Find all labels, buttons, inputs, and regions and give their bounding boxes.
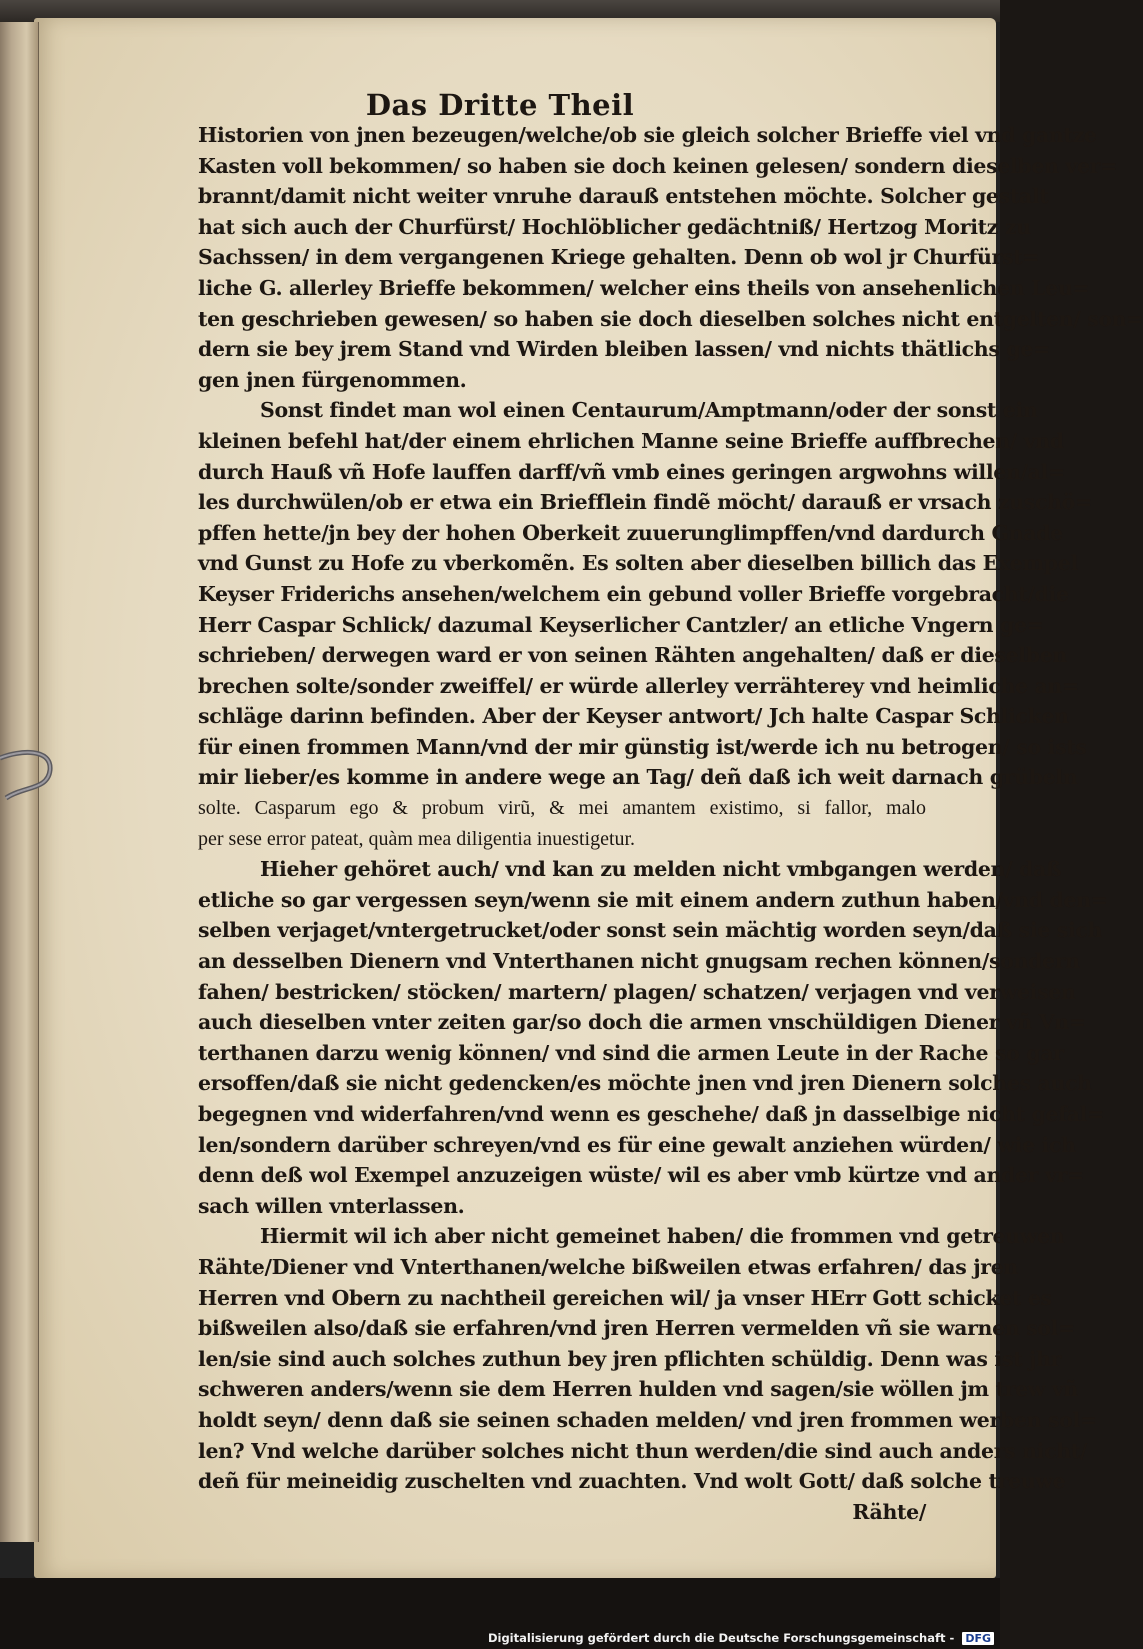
latin-quote-line: solte. Casparum ego & probum virũ, & mei amantem existimo, si fallor, malo — [198, 797, 926, 820]
text-line: für einen frommen Mann/vnd der mir günstig ist/werde ich nu betrogen/ so ists — [198, 734, 1087, 759]
text-line: Rähte/Diener vnd Vnterthanen/welche bißweilen etwas erfahren/ das jren — [198, 1254, 1018, 1279]
text-line: pffen hette/jn bey der hohen Oberkeit zuuerunglimpffen/vnd dardurch Gnade — [198, 520, 1063, 545]
text-line: bißweilen also/daß sie erfahren/vnd jren Herren vermelden vñ sie warnen sol= — [198, 1316, 1075, 1341]
digitization-credit — [488, 1631, 994, 1645]
text-line: kleinen befehl hat/der einem ehrlichen Manne seine Brieffe auffbrechen/ vnd — [198, 428, 1064, 453]
text-line: dern sie bey jrem Stand vnd Wirden bleiben lassen/ vnd nichts thätlichs ge= — [198, 337, 1050, 362]
text-line: ersoffen/daß sie nicht gedencken/es möchte jnen vnd jren Dienern solches auch — [198, 1071, 1092, 1096]
text-line: liche G. allerley Brieffe bekommen/ welcher eins theils von ansehenlichen Leu= — [198, 275, 1090, 300]
text-line: schweren anders/wenn sie dem Herren hulden vnd sagen/sie wöllen jm trew vñ — [198, 1377, 1078, 1402]
text-line: holdt seyn/ denn daß sie seinen schaden melden/ vnd jren frommen werben sol= — [198, 1407, 1097, 1432]
text-line: les durchwülen/ob er etwa ein Briefflein findẽ möcht/ darauß er vrsach zuschö= — [198, 490, 1092, 515]
latin-quote-line: per sese error pateat, quàm mea diligentia inuestigetur. — [198, 827, 636, 850]
paragraph-first-line: Hiermit wil ich aber nicht gemeinet haben/ die frommen vnd getreuwen — [260, 1224, 1065, 1249]
text-line: sach willen vnterlassen. — [198, 1193, 465, 1218]
text-line: Herren vnd Obern zu nachtheil gereichen wil/ ja vnser HErr Gott schicket es — [198, 1285, 1052, 1310]
credit-text: Digitalisierung gefördert durch die Deutsche Forschungsgemeinschaft - — [487, 1631, 955, 1645]
text-line: auch dieselben vnter zeiten gar/so doch die armen vnschüldigen Diener vñ Vn= — [198, 1010, 1086, 1035]
text-line: begegnen vnd widerfahren/vnd wenn es geschehe/ daß jn dasselbige nicht gefal= — [198, 1102, 1104, 1126]
text-line: len/sondern darüber schreyen/vnd es für eine gewalt anziehen würden/ wie ich — [198, 1132, 1076, 1157]
paragraph-first-line: Hieher gehöret auch/ vnd kan zu melden nicht vmbgangen werden/ daß — [260, 857, 1062, 882]
text-line: Keyser Friderichs ansehen/welchem ein gebund voller Brieffe vorgebracht/die — [198, 581, 1069, 606]
text-line: durch Hauß vñ Hofe lauffen darff/vñ vmb eines geringen argwohns willen/al= — [198, 459, 1065, 484]
text-line: an desselben Dienern vnd Vnterthanen nicht gnugsam rechen können/sondern — [198, 949, 1080, 974]
bookmark-ribbon-icon — [0, 740, 60, 810]
paragraph-first-line: Sonst findet man wol einen Centaurum/Amptmann/oder der sonst ein — [260, 398, 1038, 423]
text-block — [198, 120, 1143, 1527]
text-line: Kasten voll bekommen/ so haben sie doch keinen gelesen/ sondern dieselben ver= — [198, 153, 1117, 178]
text-line: hat sich auch der Churfürst/ Hochlöblicher gedächtniß/ Hertzog Moritz zu — [198, 214, 1031, 239]
text-line: mir lieber/es komme in andere wege an Tag/ deñ daß ich weit darnach grübeln — [198, 765, 1078, 790]
text-line: deñ für meineidig zuschelten vnd zuachten. Vnd wolt Gott/ daß solche treuwe — [198, 1469, 1066, 1494]
text-line: Historien von jnen bezeugen/welche/ob sie gleich solcher Brieffe viel vnd gantze — [198, 123, 1097, 147]
text-line: brannt/damit nicht weiter vnruhe darauß entstehen möchte. Solcher gestalt — [198, 184, 1049, 209]
text-line: schläge darinn befinden. Aber der Keyser antwort/ Jch halte Caspar Schlicken — [198, 704, 1069, 729]
text-line: fahen/ bestricken/ stöcken/ martern/ plagen/ schatzen/ verjagen vnd verweisen — [198, 979, 1076, 1004]
text-line: schrieben/ derwegen ward er von seinen Rähten angehalten/ daß er dieselben — [198, 643, 1067, 668]
text-line: gen jnen fürgenommen. — [198, 367, 467, 392]
text-line: Sachssen/ in dem vergangenen Kriege gehalten. Denn ob wol jr Churfürst= — [198, 245, 1040, 270]
dfg-logo: DFG — [962, 1632, 994, 1645]
text-line: denn deß wol Exempel anzuzeigen wüste/ wil es aber vmb kürtze vnd ander vr= — [198, 1163, 1084, 1188]
text-line: selben verjaget/vntergetrucket/oder sonst sein mächtig worden seyn/daß sie sich — [198, 918, 1103, 943]
text-line: len/sie sind auch solches zuthun bey jren pflichten schüldig. Denn was ist jhr — [198, 1346, 1061, 1371]
text-line: ten geschrieben gewesen/ so haben sie doch dieselben solches nicht entgelten/ son= — [198, 306, 1143, 331]
text-line: vnd Gunst zu Hofe zu vberkomẽn. Es solten aber dieselben billich das Exempel — [198, 551, 1078, 576]
text-line: len? Vnd welche darüber solches nicht thun werden/die sind auch anders nicht/ — [198, 1438, 1088, 1463]
footer-bar — [0, 1578, 1000, 1649]
text-line: etliche so gar vergessen seyn/wenn sie mit einem andern zuthun haben/vnd den= — [198, 887, 1108, 912]
text-line: terthanen darzu wenig können/ vnd sind die armen Leute in der Rache so gar — [198, 1040, 1064, 1065]
running-head: Das Dritte Theil — [365, 88, 635, 122]
catchword: Rähte/ — [852, 1499, 926, 1524]
text-line: brechen solte/sonder zweiffel/ er würde allerley verrähterey vnd heimliche an= — [198, 673, 1079, 698]
text-line: Herr Caspar Schlick/ dazumal Keyserlicher Cantzler/ an etliche Vngern ge= — [198, 612, 1044, 637]
